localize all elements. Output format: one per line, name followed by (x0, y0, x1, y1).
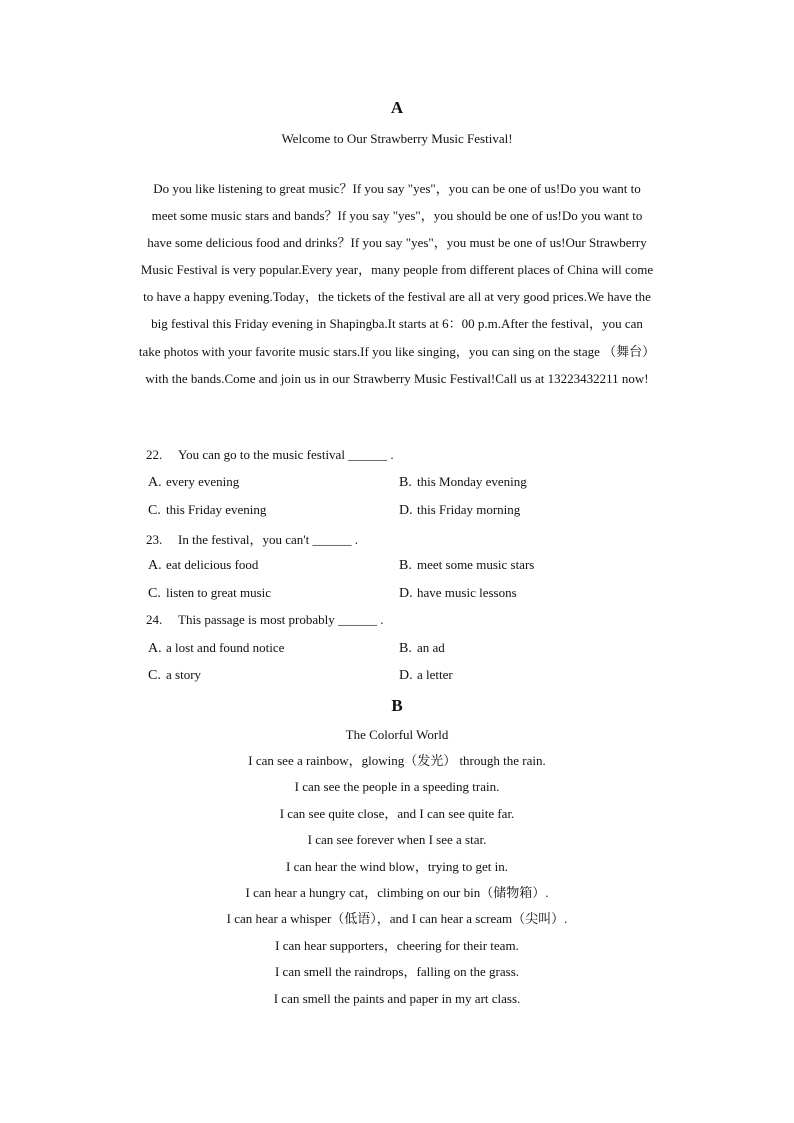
option-letter: B. (399, 558, 412, 573)
option-letter: A. (148, 641, 162, 656)
poem-line: I can see the people in a speeding train. (294, 779, 500, 795)
poem-line: I can see forever when I see a star. (307, 832, 487, 848)
option-text: eat delicious food (166, 557, 259, 572)
section-b-title: The Colorful World (345, 727, 449, 742)
option-text: this Monday evening (417, 474, 527, 489)
option-23-b[interactable] (399, 557, 534, 574)
section-b-heading: B (391, 696, 403, 715)
passage-line: have some delicious food and drinks？If you say "yes"，you must be one of us!Our Strawberry (147, 235, 647, 251)
option-letter: D. (399, 668, 413, 683)
question-number: 22. (146, 447, 163, 462)
option-letter: D. (399, 503, 413, 518)
passage-line: take photos with your favorite music stars.If you like singing，you can sing on the stage （舞台） (138, 343, 656, 359)
option-letter: B. (399, 641, 412, 656)
option-text: every evening (166, 474, 240, 489)
section-a-passage (110, 175, 684, 392)
poem-line: I can hear a whisper（低语），and I can hear a scream（尖叫）. (226, 911, 568, 927)
option-text: this Friday evening (166, 502, 267, 517)
section-a-title: Welcome to Our Strawberry Music Festival! (281, 131, 513, 146)
poem-line: I can smell the raindrops，falling on the grass. (274, 964, 520, 980)
option-letter: C. (148, 503, 161, 518)
option-22-a[interactable] (148, 474, 239, 491)
question-text: This passage is most probably ______ . (178, 612, 384, 627)
option-letter: B. (399, 475, 412, 490)
question-24 (146, 612, 383, 628)
question-text: In the festival，you can't ______ . (178, 532, 358, 547)
question-23 (146, 529, 358, 548)
option-letter: C. (148, 668, 161, 683)
passage-line: Do you like listening to great music？If you say "yes"，you can be one of us!Do you want to (153, 181, 641, 196)
option-24-c[interactable] (148, 667, 201, 684)
option-23-a[interactable] (148, 557, 258, 574)
option-23-d[interactable] (399, 585, 517, 602)
question-22 (146, 447, 394, 463)
section-b-poem (0, 748, 794, 1012)
option-text: a letter (417, 667, 453, 682)
option-letter: C. (148, 586, 161, 601)
option-23-c[interactable] (148, 585, 271, 602)
option-text: listen to great music (166, 585, 272, 600)
question-number: 24. (146, 612, 163, 627)
poem-line: I can see a rainbow，glowing（发光） through the rain. (248, 753, 546, 768)
option-text: meet some music stars (417, 557, 535, 572)
option-text: a lost and found notice (166, 640, 285, 655)
option-22-d[interactable] (399, 502, 520, 519)
question-number: 23. (146, 532, 163, 547)
section-a-heading: A (390, 98, 404, 117)
option-text: have music lessons (417, 585, 517, 600)
poem-line: I can smell the paints and paper in my art class. (273, 990, 521, 1006)
poem-line: I can hear the wind blow，trying to get in. (285, 858, 509, 874)
option-24-a[interactable] (148, 640, 284, 657)
option-text: this Friday morning (417, 502, 521, 517)
option-22-c[interactable] (148, 502, 266, 519)
poem-line: I can hear a hungry cat，climbing on our bin（储物箱）. (245, 884, 549, 900)
poem-line: I can see quite close，and I can see quite far. (279, 805, 515, 821)
poem-line: I can hear supporters，cheering for their team. (275, 937, 519, 953)
question-text: You can go to the music festival ______ . (178, 447, 394, 462)
passage-line: big festival this Friday evening in Shapingba.It starts at 6：00 p.m.After the festival，you can (151, 316, 643, 332)
passage-line: meet some music stars and bands？If you say "yes"，you should be one of us!Do you want to (151, 208, 643, 224)
option-letter: A. (148, 558, 162, 573)
option-letter: A. (148, 475, 162, 490)
option-letter: D. (399, 586, 413, 601)
passage-line: Music Festival is very popular.Every year，many people from different places of China will come (140, 262, 654, 278)
option-24-d[interactable] (399, 667, 453, 684)
passage-line: to have a happy evening.Today，the tickets of the festival are all at very good prices.We have the (143, 289, 651, 305)
option-text: a story (166, 667, 202, 682)
option-text: an ad (417, 640, 445, 655)
option-22-b[interactable] (399, 474, 527, 491)
passage-line: with the bands.Come and join us in our Strawberry Music Festival!Call us at 13223432211 now! (145, 370, 649, 386)
option-24-b[interactable] (399, 640, 445, 657)
